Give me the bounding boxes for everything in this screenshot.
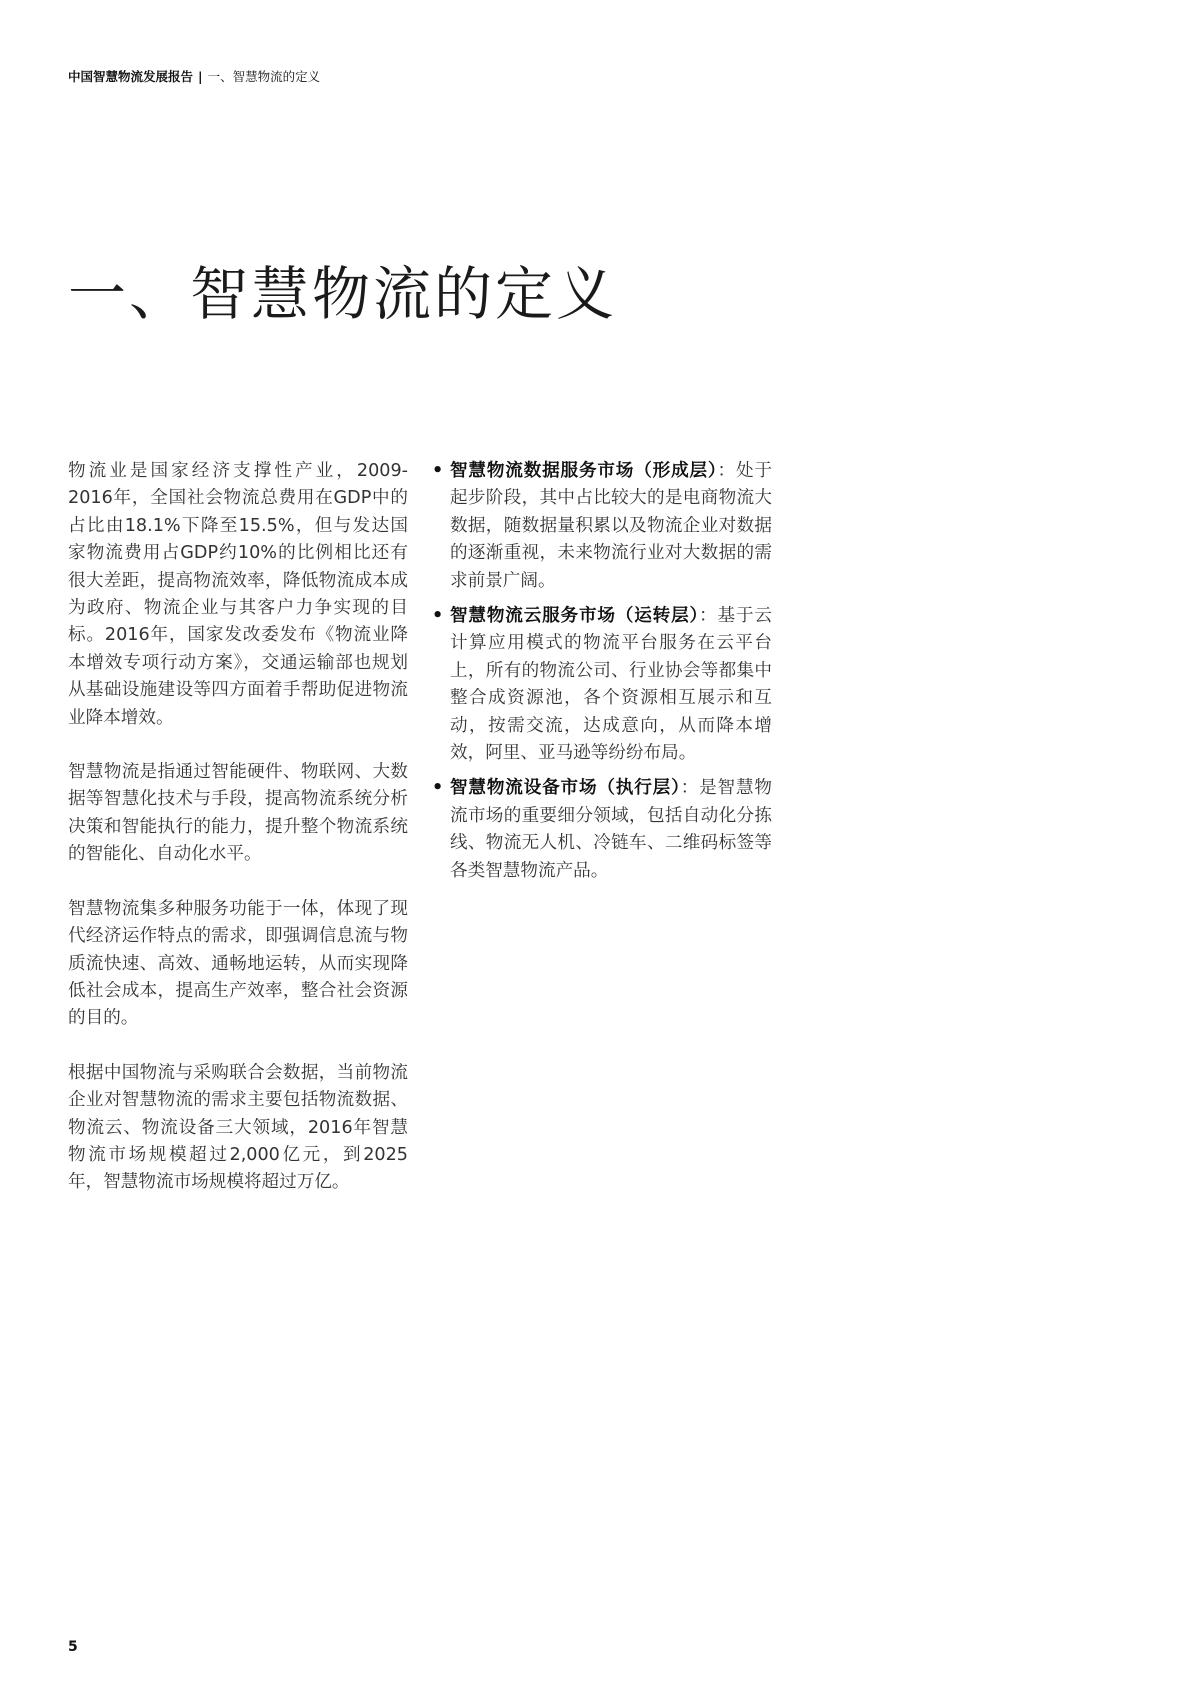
header-separator: | bbox=[198, 69, 203, 84]
bullet-colon: ： bbox=[699, 606, 718, 627]
bullet-item bbox=[432, 458, 772, 595]
paragraph: 智慧物流集多种服务功能于一体，体现了现代经济运作特点的需求，即强调信息流与物质流快速、高效、通畅地运转，从而实现降低社会成本，提高生产效率，整合社会资源的目的。 bbox=[68, 898, 408, 1029]
bullet-text: 基于云计算应用模式的物流平台服务在云平台上，所有的物流公司、行业协会等都集中整合成资源池，各个资源相互展示和互动，按需交流，达成意向，从而降本增效，阿里、亚马逊等纷纷布局。 bbox=[450, 606, 772, 764]
bullet-list bbox=[432, 458, 772, 885]
bullet-item bbox=[432, 775, 772, 885]
bullet-heading: 智慧物流云服务市场（运转层） bbox=[450, 606, 700, 627]
bullet-marker: • bbox=[432, 778, 444, 799]
page-title: 一、智慧物流的定义 bbox=[68, 260, 618, 328]
page-number: 5 bbox=[68, 1639, 78, 1655]
right-column bbox=[432, 458, 772, 893]
bullet-text: 处于起步阶段，其中占比较大的是电商物流大数据，随数据量积累以及物流企业对数据的逐渐重视，未来物流行业对大数据的需求前景广阔。 bbox=[450, 461, 772, 591]
bullet-marker: • bbox=[432, 606, 444, 627]
bullet-heading: 智慧物流数据服务市场（形成层） bbox=[450, 461, 718, 481]
left-column bbox=[68, 458, 408, 1224]
paragraph: 物流业是国家经济支撑性产业，2009-2016年，全国社会物流总费用在GDP中的占比由18.1%下降至15.5%，但与发达国家物流费用占GDP约10%的比例相比还有很大差距，提高物流效率，降低物流成本成为政府、物流企业与其客户力争实现的目标。2016年，国家发改委发布《物流业降本增效专项行动方案》，交通运输部也规划从基础设施建设等四方面着手帮助促进物流业降本增效。 bbox=[68, 461, 408, 728]
section-name: 一、智慧物流的定义 bbox=[207, 69, 321, 84]
paragraph: 根据中国物流与采购联合会数据，当前物流企业对智慧物流的需求主要包括物流数据、物流云、物流设备三大领域，2016年智慧物流市场规模超过2,000亿元，到2025年，智慧物流市场规模将超过万亿。 bbox=[68, 1062, 408, 1193]
paragraph: 智慧物流是指通过智能硬件、物联网、大数据等智慧化技术与手段，提高物流系统分析决策和智能执行的能力，提升整个物流系统的智能化、自动化水平。 bbox=[68, 762, 408, 865]
running-header bbox=[68, 69, 320, 85]
bullet-colon: ： bbox=[717, 461, 736, 481]
bullet-text: 是智慧物流市场的重要细分领域，包括自动化分拣线、物流无人机、冷链车、二维码标签等各类智慧物流产品。 bbox=[450, 778, 772, 881]
bullet-item bbox=[432, 603, 772, 767]
bullet-marker: • bbox=[432, 461, 444, 481]
bullet-colon: ： bbox=[680, 778, 700, 799]
report-title: 中国智慧物流发展报告 bbox=[68, 69, 194, 84]
bullet-heading: 智慧物流设备市场（执行层） bbox=[450, 778, 681, 799]
